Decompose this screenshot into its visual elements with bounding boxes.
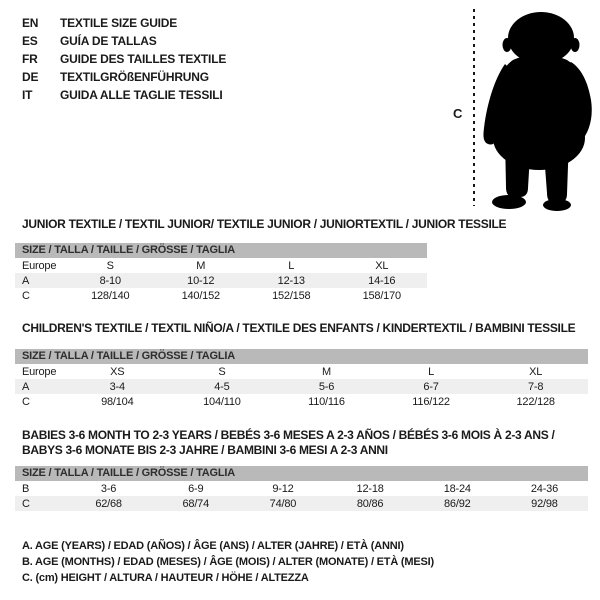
legend-notes — [22, 538, 434, 586]
language-line — [22, 14, 226, 32]
row-label: A — [22, 380, 30, 393]
language-title-list — [22, 14, 226, 104]
babies-table-title: BABIES 3-6 MONTH TO 2-3 YEARS / BEBÉS 3-6 MESES A 2-3 AÑOS / BÉBÉS 3-6 MOIS À 2-3 ANS / BABYS 3-6 MONATE BIS 2-3 JAHRE / BAMBINI 3-6 MESI A 2-3 ANNI — [22, 428, 555, 457]
language-title: TEXTILE SIZE GUIDE — [60, 16, 178, 30]
note-a: A. AGE (YEARS) / EDAD (AÑOS) / ÂGE (ANS) / ALTER (JAHRE) / ETÀ (ANNI) — [22, 540, 404, 552]
height-measure-line — [473, 9, 475, 206]
measure-label-c: C — [453, 106, 463, 121]
language-code: EN — [22, 16, 39, 30]
language-line — [22, 32, 226, 50]
table-row-height — [15, 288, 427, 303]
height-cell: 122/128 — [516, 395, 555, 408]
children-table-title: CHILDREN'S TEXTILE / TEXTIL NIÑO/A / TEXTILE DES ENFANTS / KINDERTEXTIL / BAMBINI TESSILE — [22, 321, 576, 335]
age-cell: 7-8 — [528, 380, 544, 393]
table-row-europe — [15, 364, 588, 379]
height-cell: 128/140 — [91, 289, 130, 302]
height-cell: 92/98 — [531, 497, 558, 510]
row-label: Europe — [22, 259, 57, 272]
toddler-silhouette — [479, 8, 597, 212]
height-cell: 74/80 — [269, 497, 297, 510]
height-cell: 98/104 — [101, 395, 134, 408]
height-cell: 104/110 — [203, 395, 241, 408]
size-cell: XL — [529, 365, 543, 378]
height-cell: 68/74 — [182, 497, 210, 510]
table-row-age-months — [15, 481, 588, 496]
age-cell: 12-18 — [356, 482, 384, 495]
row-label: Europe — [22, 365, 57, 378]
age-cell: 18-24 — [443, 482, 471, 495]
height-cell: 80/86 — [356, 497, 384, 510]
age-cell: 12-13 — [277, 274, 305, 287]
size-cell: S — [106, 259, 114, 272]
table-row-europe — [15, 258, 427, 273]
language-line — [22, 86, 226, 104]
language-code: IT — [22, 88, 33, 102]
height-cell: 86/92 — [444, 497, 471, 510]
age-cell: 4-5 — [214, 380, 230, 393]
babies-size-table — [15, 466, 588, 511]
age-cell: 3-6 — [100, 482, 117, 495]
language-line — [22, 50, 226, 68]
language-title: GUIDA ALLE TAGLIE TESSILI — [60, 88, 223, 102]
children-size-table — [15, 349, 588, 409]
height-cell: 158/170 — [362, 289, 401, 302]
height-cell: 152/158 — [272, 289, 311, 302]
table-row-age — [15, 379, 588, 394]
size-cell: L — [288, 259, 295, 272]
note-c: C. (cm) HEIGHT / ALTURA / HAUTEUR / HÖHE / ALTEZZA — [22, 572, 309, 584]
age-cell: 10-12 — [187, 274, 215, 287]
language-code: FR — [22, 52, 38, 66]
size-header-bar: SIZE / TALLA / TAILLE / GRÖSSE / TAGLIA — [15, 243, 427, 258]
row-label: C — [22, 497, 30, 510]
junior-table-title: JUNIOR TEXTILE / TEXTIL JUNIOR/ TEXTILE JUNIOR / JUNIORTEXTIL / JUNIOR TESSILE — [22, 217, 507, 231]
height-cell: 116/122 — [412, 395, 450, 408]
note-b: B. AGE (MONTHS) / EDAD (MESES) / ÂGE (MOIS) / ALTER (MONATE) / ETÀ (MESI) — [22, 556, 434, 568]
language-code: ES — [22, 34, 38, 48]
height-cell: 62/68 — [95, 497, 122, 510]
row-label: A — [22, 274, 30, 287]
size-cell: M — [322, 365, 331, 378]
language-title: TEXTILGRÖßENFÜHRUNG — [60, 70, 209, 84]
row-label: B — [22, 482, 30, 495]
junior-size-table — [15, 243, 427, 303]
age-cell: 5-6 — [318, 380, 335, 393]
height-cell: 140/152 — [181, 289, 220, 302]
age-cell: 9-12 — [272, 482, 294, 495]
table-row-height — [15, 394, 588, 409]
table-row-age — [15, 273, 427, 288]
table-row-height — [15, 496, 588, 511]
language-title: GUIDE DES TAILLES TEXTILE — [60, 52, 227, 66]
age-cell: 24-36 — [530, 482, 559, 495]
size-cell: L — [428, 365, 435, 378]
size-cell: S — [218, 365, 226, 378]
height-cell: 110/116 — [308, 395, 345, 408]
size-header-bar: SIZE / TALLA / TAILLE / GRÖSSE / TAGLIA — [15, 349, 588, 364]
size-header-bar: SIZE / TALLA / TAILLE / GRÖSSE / TAGLIA — [15, 466, 588, 481]
age-cell: 6-7 — [423, 380, 439, 393]
age-cell: 8-10 — [99, 274, 121, 287]
size-cell: XL — [375, 259, 389, 272]
row-label: C — [22, 289, 30, 302]
row-label: C — [22, 395, 30, 408]
age-cell: 14-16 — [368, 274, 396, 287]
age-cell: 3-4 — [109, 380, 125, 393]
language-title: GUÍA DE TALLAS — [60, 34, 157, 48]
language-code: DE — [22, 70, 39, 84]
age-cell: 6-9 — [188, 482, 204, 495]
language-line — [22, 68, 226, 86]
size-cell: XS — [110, 365, 125, 378]
size-cell: M — [196, 259, 206, 272]
